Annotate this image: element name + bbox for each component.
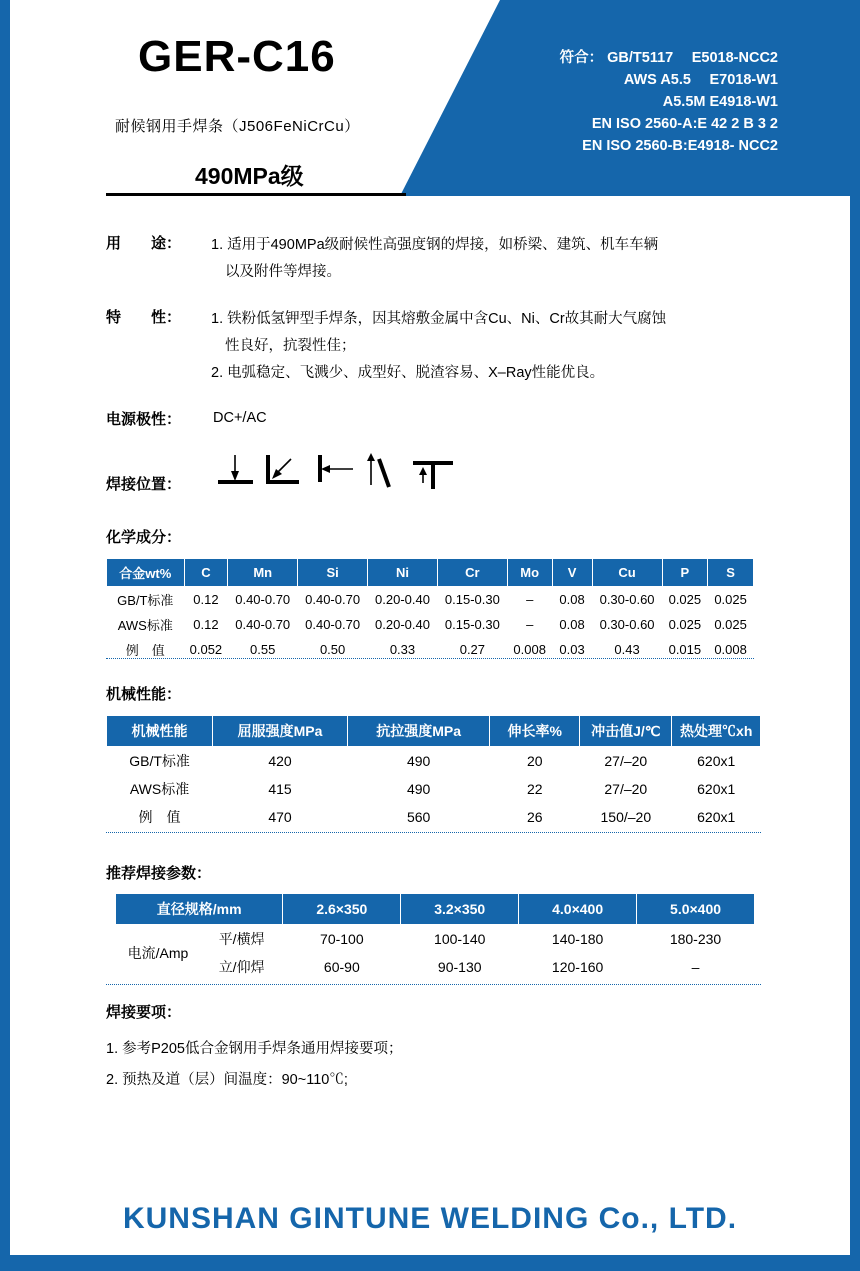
welding-position-icons xyxy=(213,449,473,495)
chem-r2-c7: 0.03 xyxy=(559,642,585,657)
mech-r2-c0: 例 值 xyxy=(138,809,181,825)
content-area xyxy=(10,196,850,1196)
param-r1-c1: 60-90 xyxy=(323,959,360,975)
param-r1-c0: 立/仰焊 xyxy=(218,959,265,975)
chem-r1-c0: AWS标准 xyxy=(117,618,173,633)
mech-th-2: 抗拉强度MPa xyxy=(347,716,489,747)
mech-r2-c3: 26 xyxy=(526,809,543,825)
mech-r2-c4: 150/–20 xyxy=(600,809,652,825)
polarity-label: 电源极性： xyxy=(106,411,182,428)
chem-r1-c10: 0.025 xyxy=(714,617,747,632)
standard-line-1: 符合： GB/T5117 E5018-NCC2 xyxy=(559,50,778,66)
chemical-composition-table xyxy=(106,558,754,662)
chem-r0-c4: 0.20-0.40 xyxy=(375,592,430,607)
table-header-row xyxy=(107,559,754,587)
chem-r2-c2: 0.55 xyxy=(250,642,276,657)
table-row xyxy=(116,953,755,981)
mech-r2-c1: 470 xyxy=(268,809,292,825)
bottom-border xyxy=(0,1255,860,1271)
note-line-2: 2. 预热及道（层）间温度：90~110℃; xyxy=(106,1072,348,1088)
mech-r2-c5: 620x1 xyxy=(697,809,736,825)
chem-th-3: Si xyxy=(298,559,368,587)
table-header-row xyxy=(107,716,761,747)
mech-r0-c3: 20 xyxy=(526,753,543,769)
mech-r1-c3: 22 xyxy=(526,781,543,797)
product-title: GER-C16 xyxy=(138,32,336,81)
chem-r2-c6: 0.008 xyxy=(513,642,546,657)
polarity-value: DC+/AC xyxy=(213,410,267,426)
chem-r1-c6: – xyxy=(526,617,534,632)
mech-th-0: 机械性能 xyxy=(107,716,213,747)
welding-notes xyxy=(106,1034,402,1096)
table-row xyxy=(107,803,761,831)
feature-line-1: 1. 铁粉低氢钾型手焊条，因其熔敷金属中含Cu、Ni、Cr故其耐大气腐蚀 xyxy=(211,311,667,327)
chem-th-0: 合金wt% xyxy=(107,559,185,587)
chem-r0-c9: 0.025 xyxy=(668,592,702,607)
table-row xyxy=(107,775,761,803)
standards-block xyxy=(560,47,778,157)
table-row xyxy=(107,612,754,637)
chem-r0-c7: 0.08 xyxy=(559,592,585,607)
usage-line-1: 1. 适用于490MPa级耐候性高强度钢的焊接，如桥梁、建筑、机车车辆 xyxy=(211,237,659,253)
chem-r0-c6: – xyxy=(526,592,534,607)
mech-r1-c4: 27/–20 xyxy=(604,781,648,797)
product-subtitle: 耐候钢用手焊条（J506FeNiCrCu） xyxy=(115,118,360,135)
chem-th-5: Cr xyxy=(437,559,507,587)
features-body xyxy=(211,306,666,387)
mech-table-divider xyxy=(106,832,761,833)
param-r1-c2: 90-130 xyxy=(437,959,482,975)
position-flat-icon xyxy=(218,455,253,482)
usage-row xyxy=(106,232,658,286)
chem-th-6: Mo xyxy=(507,559,552,587)
param-r0-c4: 180-230 xyxy=(669,931,722,947)
mech-r1-c2: 490 xyxy=(406,781,431,797)
param-table-divider xyxy=(106,984,761,985)
mech-r0-c5: 620x1 xyxy=(697,753,736,769)
chem-r1-c7: 0.08 xyxy=(559,617,585,632)
mech-th-1: 屈服强度MPa xyxy=(213,716,348,747)
table-row xyxy=(116,925,755,954)
footer xyxy=(10,1183,850,1255)
chem-r1-c3: 0.40-0.70 xyxy=(305,617,361,632)
mech-th-3: 伸长率% xyxy=(490,716,580,747)
chem-r2-c10: 0.008 xyxy=(714,642,747,657)
param-r0-c1: 70-100 xyxy=(320,931,364,947)
param-r0-c2: 100-140 xyxy=(434,931,486,947)
mech-r1-c0: AWS标准 xyxy=(129,781,190,797)
header xyxy=(10,0,850,196)
left-border xyxy=(0,0,10,1271)
mech-r0-c0: GB/T标准 xyxy=(129,753,190,769)
chem-th-7: V xyxy=(552,559,592,587)
position-overhead-icon xyxy=(413,463,453,489)
feature-line-2: 性良好，抗裂性佳； xyxy=(225,338,356,354)
chem-r2-c8: 0.43 xyxy=(614,642,640,657)
mech-r2-c2: 560 xyxy=(406,809,431,825)
chem-r0-c0: GB/T标准 xyxy=(117,593,174,608)
mech-th-4: 冲击值J/℃ xyxy=(580,716,672,747)
position-horizontal-fillet-icon xyxy=(320,455,353,482)
param-th-0: 直径规格/mm xyxy=(116,894,283,925)
chemical-composition-title: 化学成分： xyxy=(106,529,182,546)
table-row xyxy=(107,747,761,776)
chem-r0-c1: 0.12 xyxy=(193,592,219,607)
chem-th-8: Cu xyxy=(592,559,662,587)
table-header-row xyxy=(116,894,755,925)
standard-line-5: EN ISO 2560-B:E4918- NCC2 xyxy=(582,138,778,154)
mech-r1-c5: 620x1 xyxy=(697,781,736,797)
welding-notes-title: 焊接要项： xyxy=(106,1004,182,1021)
chem-r0-c10: 0.025 xyxy=(714,592,747,607)
mech-r0-c2: 490 xyxy=(406,753,431,769)
chem-r1-c2: 0.40-0.70 xyxy=(235,617,291,632)
position-vertical-up-icon xyxy=(367,453,389,487)
standard-line-3: A5.5M E4918-W1 xyxy=(662,94,778,110)
chem-r1-c4: 0.20-0.40 xyxy=(375,617,430,632)
chem-r2-c1: 0.052 xyxy=(189,642,223,657)
param-r1-c4: – xyxy=(691,959,700,975)
chem-th-4: Ni xyxy=(368,559,438,587)
chem-th-2: Mn xyxy=(228,559,298,587)
chem-r1-c5: 0.15-0.30 xyxy=(444,617,500,632)
mechanical-properties-table xyxy=(106,715,761,831)
param-current-label: 电流/Amp xyxy=(127,945,189,961)
chem-r2-c0: 例 值 xyxy=(125,643,165,658)
mech-r0-c4: 27/–20 xyxy=(604,753,648,769)
usage-body xyxy=(211,232,658,286)
right-border xyxy=(850,0,860,1271)
chem-table-divider xyxy=(106,658,754,659)
chem-r2-c4: 0.33 xyxy=(389,642,416,657)
chem-r1-c8: 0.30-0.60 xyxy=(599,617,655,632)
feature-line-3: 2. 电弧稳定、飞溅少、成型好、脱渣容易、X–Ray性能优良。 xyxy=(211,365,605,381)
chem-r1-c9: 0.025 xyxy=(668,617,702,632)
chem-th-9: P xyxy=(662,559,708,587)
chem-th-1: C xyxy=(184,559,228,587)
company-name: KUNSHAN GINTUNE WELDING Co., LTD. xyxy=(122,1202,738,1235)
welding-parameters-table xyxy=(115,893,755,981)
mech-th-5: 热处理℃xh xyxy=(672,716,761,747)
features-row xyxy=(106,306,666,387)
chem-r2-c3: 0.50 xyxy=(319,642,346,657)
chem-r0-c2: 0.40-0.70 xyxy=(235,592,291,607)
chem-r0-c3: 0.40-0.70 xyxy=(305,592,361,607)
chem-r2-c9: 0.015 xyxy=(668,642,702,657)
chem-r1-c1: 0.12 xyxy=(193,617,219,632)
param-th-2: 3.2×350 xyxy=(401,894,519,925)
mech-r0-c1: 420 xyxy=(268,753,292,769)
chem-th-10: S xyxy=(708,559,754,587)
mechanical-properties-title: 机械性能： xyxy=(106,686,182,703)
param-th-4: 5.0×400 xyxy=(637,894,755,925)
param-r0-c0: 平/横焊 xyxy=(218,931,265,947)
param-th-1: 2.6×350 xyxy=(283,894,401,925)
features-label: 特 性： xyxy=(106,309,182,326)
usage-label: 用 途： xyxy=(106,235,182,252)
param-r1-c3: 120-160 xyxy=(551,959,604,975)
chem-r0-c5: 0.15-0.30 xyxy=(444,592,500,607)
note-line-1: 1. 参考P205低合金钢用手焊条通用焊接要项； xyxy=(106,1041,403,1057)
parameters-title: 推荐焊接参数： xyxy=(106,865,212,882)
product-grade: 490MPa级 xyxy=(195,163,304,189)
param-r0-c3: 140-180 xyxy=(551,931,604,947)
welding-position-label: 焊接位置： xyxy=(106,476,182,493)
polarity-row xyxy=(106,408,267,429)
standard-line-2: AWS A5.5 E7018-W1 xyxy=(623,72,778,88)
chem-r0-c8: 0.30-0.60 xyxy=(599,592,655,607)
standard-line-4: EN ISO 2560-A:E 42 2 B 3 2 xyxy=(591,116,778,132)
position-horizontal-icon xyxy=(268,455,299,482)
chem-r2-c5: 0.27 xyxy=(459,642,486,657)
mech-r1-c1: 415 xyxy=(268,781,292,797)
table-row xyxy=(107,587,754,613)
param-th-3: 4.0×400 xyxy=(519,894,637,925)
usage-line-2: 以及附件等焊接。 xyxy=(225,264,341,280)
